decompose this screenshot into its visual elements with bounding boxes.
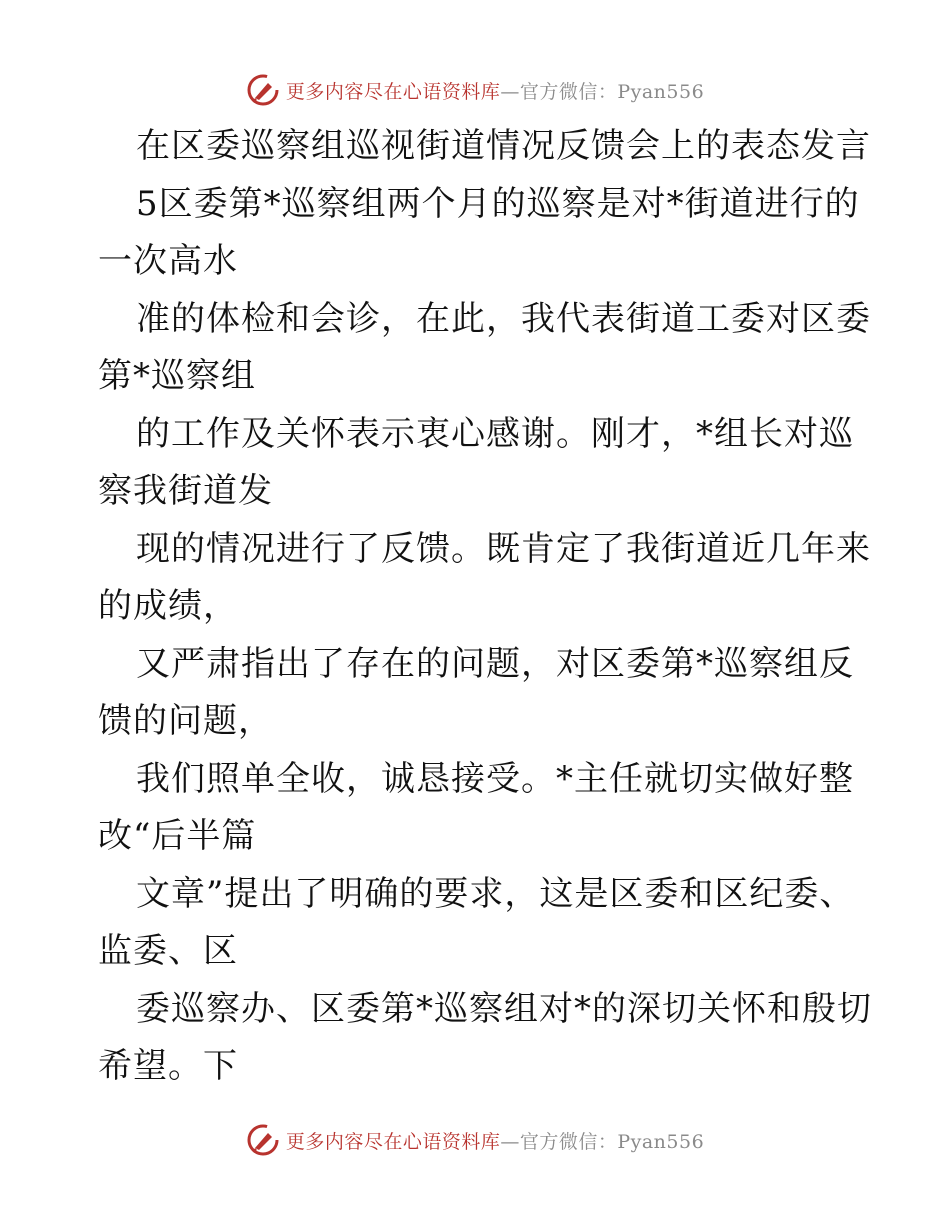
pen-logo-icon [246,73,280,107]
text-line: 馈的问题， [98,701,273,741]
banner-text [286,77,704,104]
text-line: 第*巡察组 [98,356,256,396]
text-line: 又严肃指出了存在的问题，对区委第*巡察组反 [136,643,854,684]
text-line: 的工作及关怀表示衷心感谢。刚才，*组长对巡 [136,413,854,454]
text-line: 一次高水 [98,241,238,281]
text-line: 我们照单全收，诚恳接受。*主任就切实做好整 [136,758,854,799]
text-line: 委巡察办、区委第*巡察组对*的深切关怀和殷切 [136,988,872,1029]
footer-banner [0,1120,950,1160]
text-line: 准的体检和会诊，在此，我代表街道工委对区委 [136,298,871,339]
banner-separator: — [500,80,520,103]
text-line: 在区委巡察组巡视街道情况反馈会上的表态发言 [136,126,871,166]
text-line: 文章”提出了明确的要求，这是区委和区纪委、 [136,873,855,914]
banner-text [286,1127,704,1154]
banner-separator: — [500,1130,520,1153]
banner-main-text: 更多内容尽在心语资料库 [285,1130,501,1153]
banner-main-text: 更多内容尽在心语资料库 [285,80,501,103]
banner-wechat-text: 官方微信：Pyan556 [519,80,705,103]
text-line: 察我街道发 [98,471,273,511]
text-line: 5区委第*巡察组两个月的巡察是对*街道进行的 [136,183,860,224]
pen-logo-icon [246,1123,280,1157]
text-line: 现的情况进行了反馈。既肯定了我街道近几年来 [136,528,871,569]
header-banner [0,70,950,110]
text-line: 改“后半篇 [98,816,257,856]
text-line: 监委、区 [98,931,238,971]
banner-wechat-text: 官方微信：Pyan556 [519,1130,705,1153]
text-line: 的成绩， [98,586,238,626]
document-body [98,118,872,1096]
text-line: 希望。下 [98,1046,238,1086]
